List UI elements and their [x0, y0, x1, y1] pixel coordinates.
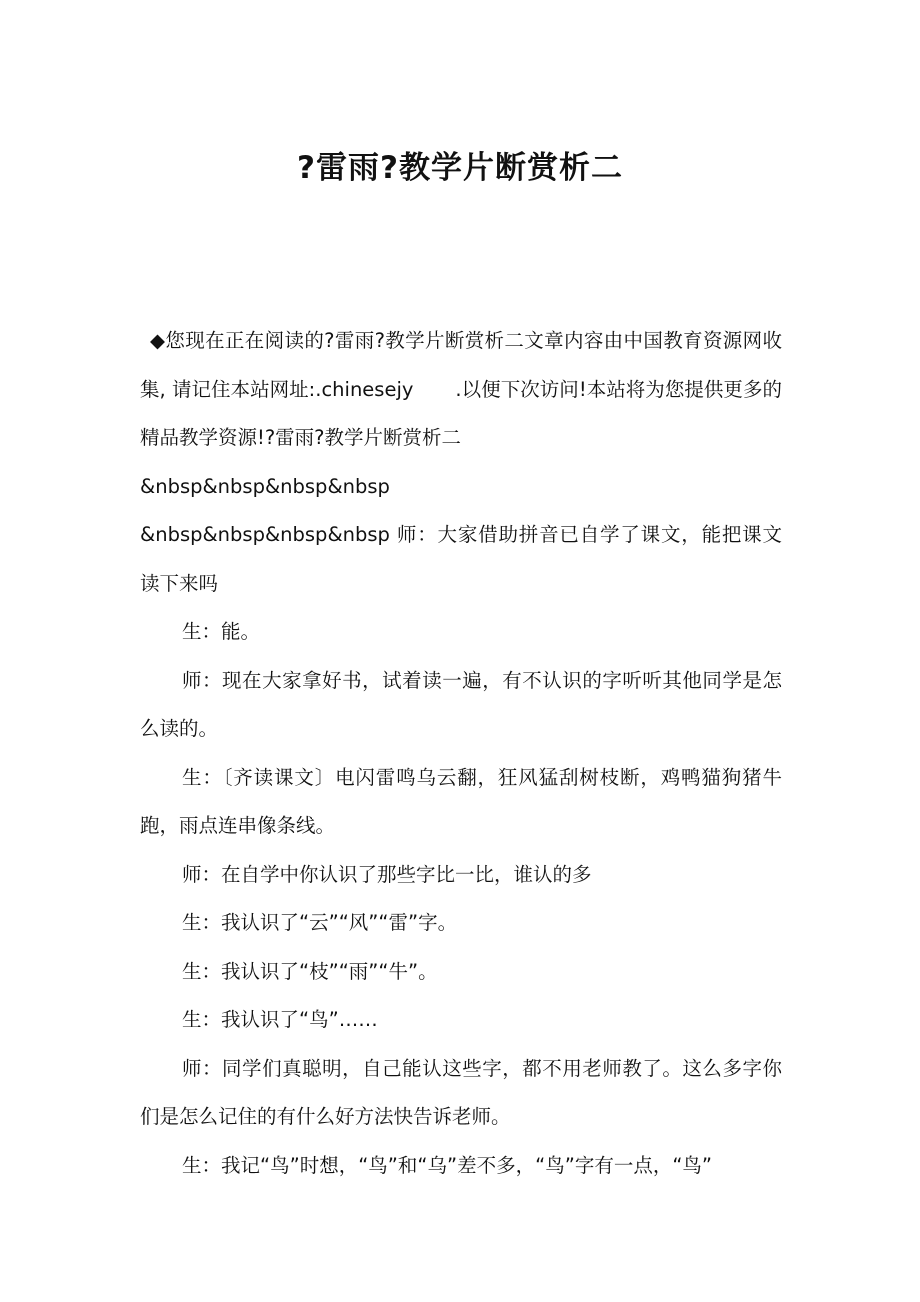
paragraph-0: &nbsp&nbsp&nbsp&nbsp 师：大家借助拼音已自学了课文，能把课文读下来吗: [140, 523, 782, 595]
paragraph-1: 生：能。: [182, 620, 261, 643]
paragraph-2: 师：现在大家拿好书，试着读一遍，有不认识的字听听其他同学是怎么读的。: [140, 668, 782, 740]
paragraph-5: 生：我认识了“云”“风”“雷”字。: [182, 911, 458, 934]
intro-text-part2: .以便下次访问!本站将为您提供更多的精品教学资源!?雷雨?教学片断赏析二: [140, 377, 782, 449]
paragraph-3: 生：〔齐读课文〕电闪雷鸣乌云翻，狂风猛刮树枝断，鸡鸭猫狗猪牛跑，雨点连串像条线。: [140, 765, 782, 837]
document-body: [140, 317, 782, 1190]
bullet-icon: ◆: [150, 329, 166, 352]
paragraph-9: 生：我记“鸟”时想，“鸟”和“乌”差不多，“鸟”字有一点，“鸟”: [182, 1153, 713, 1177]
nbsp-line: &nbsp&nbsp&nbsp&nbsp: [140, 474, 390, 498]
paragraph-8: 师：同学们真聪明，自己能认这些字，都不用老师教了。这么多字你们是怎么记住的有什么好方法快告诉老师。: [140, 1056, 782, 1128]
paragraph-4: 师：在自学中你认识了那些字比一比，谁认的多: [182, 862, 592, 886]
paragraph-6: 生：我认识了“枝”“雨”“牛”。: [182, 959, 438, 983]
intro-paragraph: [140, 317, 782, 463]
intro-text-part1: 您现在正在阅读的?雷雨?教学片断赏析二文章内容由中国教育资源网收集, 请记住本站网址:.chinesejy: [140, 329, 783, 401]
document-title: ?雷雨?教学片断赏析二: [297, 150, 623, 186]
paragraph-7: 生：我认识了“鸟”……: [182, 1008, 378, 1031]
